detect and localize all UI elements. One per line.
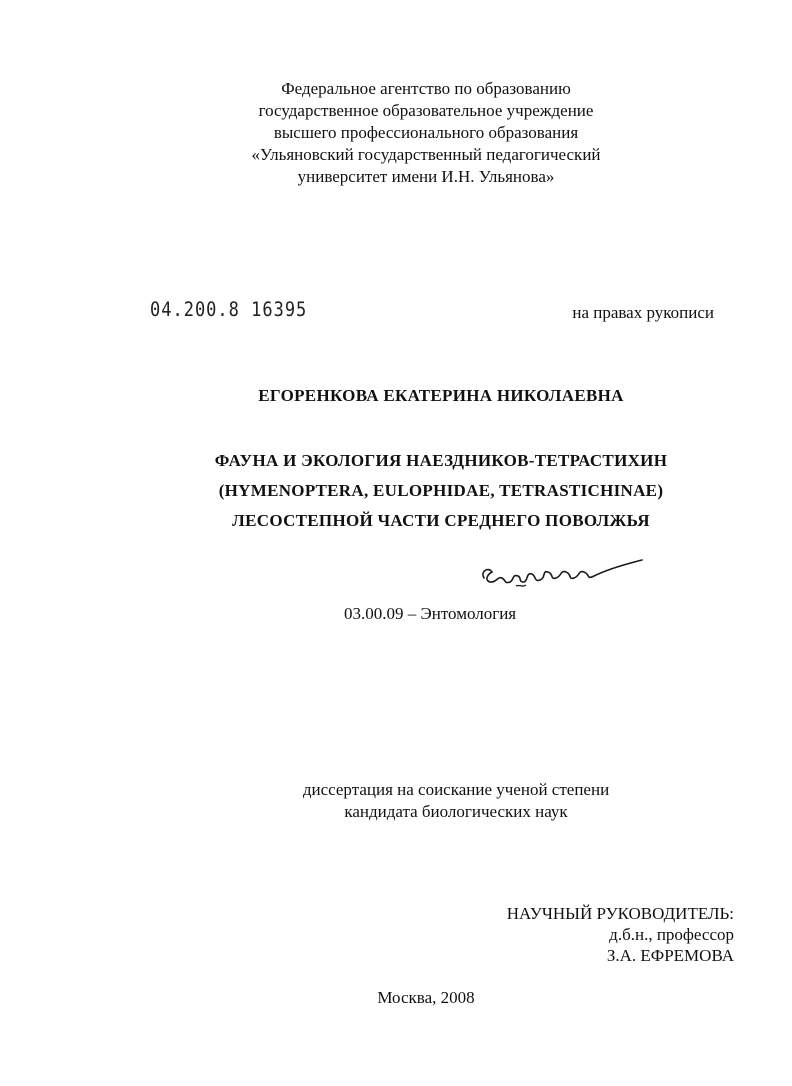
author-name-text: ЕГОРЕНКОВА ЕКАТЕРИНА НИКОЛАЕВНА — [258, 386, 624, 405]
degree-statement — [0, 779, 792, 823]
city-year — [0, 988, 792, 1008]
institution-header — [0, 78, 792, 188]
header-line: государственное образовательное учреждение — [258, 101, 594, 120]
dissertation-title — [0, 446, 792, 536]
header-line: университет имени И.Н. Ульянова» — [297, 167, 555, 186]
degree-line: кандидата биологических наук — [344, 802, 568, 821]
specialty-code: 03.00.09 – Энтомология — [344, 604, 517, 623]
supervisor-heading: НАУЧНЫЙ РУКОВОДИТЕЛЬ: — [506, 904, 734, 923]
supervisor-block — [507, 903, 734, 966]
header-line: высшего профессионального образования — [273, 123, 579, 142]
city-year-text: Москва, 2008 — [377, 988, 475, 1007]
degree-line: диссертация на соискание ученой степени — [302, 780, 610, 799]
registration-number: 04.200.8 16395 — [150, 298, 308, 322]
handwritten-signature — [476, 552, 646, 592]
title-line: ЛЕСОСТЕПНОЙ ЧАСТИ СРЕДНЕГО ПОВОЛЖЬЯ — [232, 511, 650, 530]
title-line: ФАУНА И ЭКОЛОГИЯ НАЕЗДНИКОВ-ТЕТРАСТИХИН — [214, 451, 668, 470]
title-line: (HYMENOPTERA, EULOPHIDAE, TETRASTICHINAE) — [218, 481, 664, 500]
header-line: Федеральное агентство по образованию — [281, 79, 571, 98]
supervisor-credentials: д.б.н., профессор — [609, 925, 734, 944]
supervisor-name: З.А. ЕФРЕМОВА — [606, 946, 734, 965]
author-name — [0, 386, 792, 406]
header-line: «Ульяновский государственный педагогический — [251, 145, 601, 164]
manuscript-note: на правах рукописи — [572, 303, 714, 322]
